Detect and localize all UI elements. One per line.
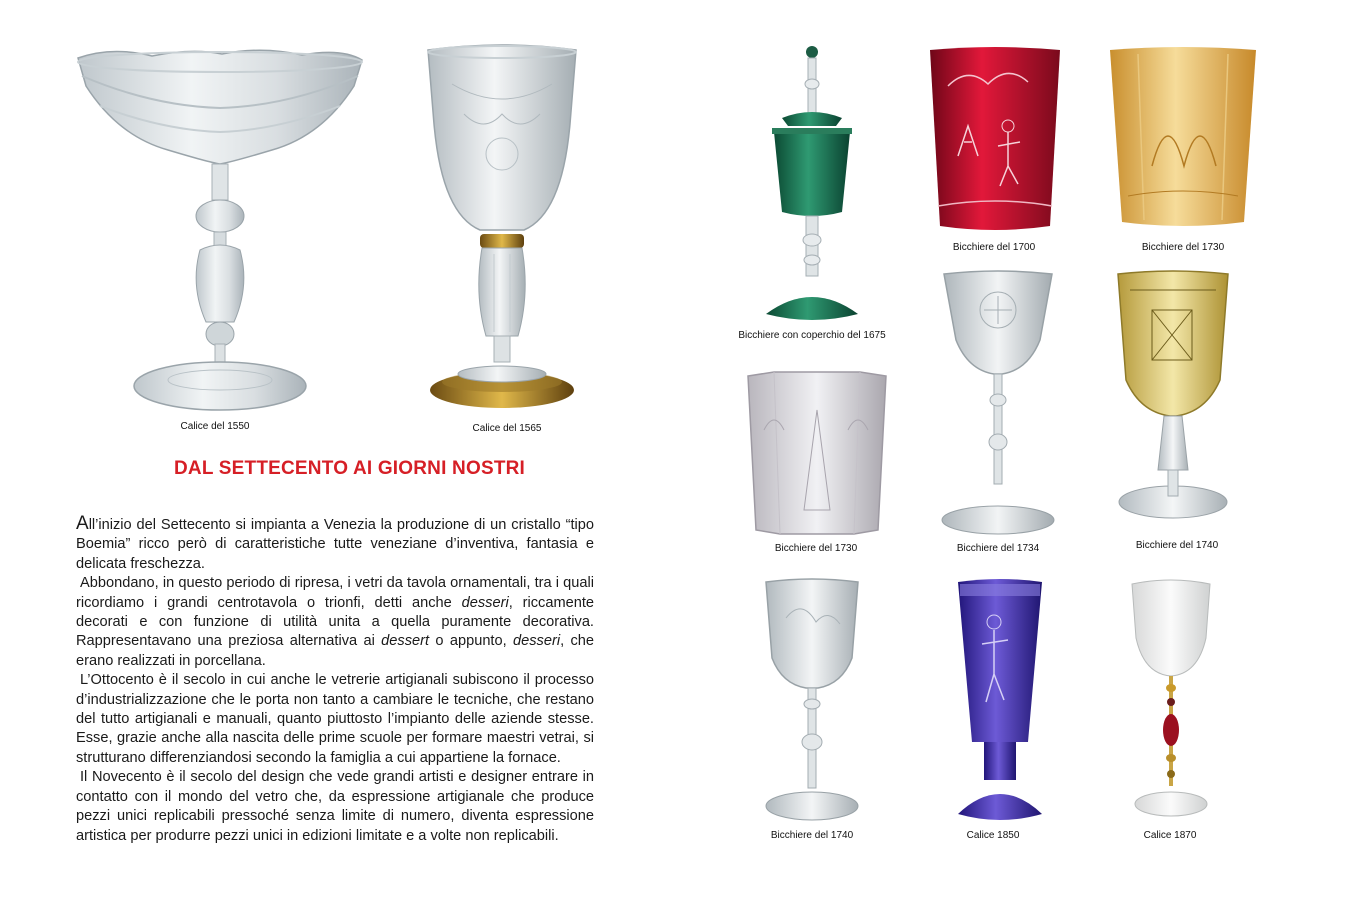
paragraph-4: Il Novecento è il secolo del design che vede grandi artisti e designer entrare in contatto con il mondo del vetro che, da espressione artigianale che produce pezzi unici replicabili pressoché senza limite di numero, diventa espressione artistica per produrre pezzi unici in edizioni limitate e a volte non replicabili. [76, 769, 594, 844]
caption-bicchiere-1730-clear: Bicchiere del 1730 [774, 543, 858, 554]
paragraph-1 [76, 514, 594, 574]
bicchiere-1740-gold-image [1116, 270, 1230, 532]
paragraph-2-em-3: desseri [513, 633, 561, 650]
paragraph-2-text-a: Abbondano, in questo periodo di ripresa, i vetri da tavola ornamentali, tra i quali ricordiamo i grandi centrotavola o trionfi, detti anche [76, 575, 594, 611]
caption-calice-1550: Calice del 1550 [180, 421, 250, 432]
paragraph-1-text: ll’inizio del Settecento si impianta a Venezia la produzione di un cristallo “tipo Boemia” ricco però di caratteristiche tutte veneziane d’inventiva, fantasia e delicata freschezza. [76, 517, 594, 572]
calice-1550-image [72, 46, 368, 416]
body-text [76, 514, 594, 846]
caption-bicchiere-1740-clear: Bicchiere del 1740 [770, 830, 854, 841]
paragraph-2-em-1: desseri [461, 594, 509, 611]
caption-calice-1850: Calice 1850 [966, 830, 1020, 841]
caption-coperchio-1675: Bicchiere con coperchio del 1675 [738, 330, 886, 341]
bicchiere-1740-clear-image [762, 578, 862, 824]
paragraph-2-text-b: , riccamente decorati e con funzione di utilità unita a quella puramente decorativa. Rappresentavano una preziosa alternativa ai [76, 594, 595, 650]
bicchiere-1730-amber-image [1108, 46, 1258, 228]
caption-calice-1565: Calice del 1565 [472, 423, 542, 434]
paragraph-2-text-d: , che erano realizzati in porcellana. [76, 633, 594, 669]
bicchiere-coperchio-1675-image [762, 44, 862, 322]
paragraph-2 [76, 574, 594, 671]
bicchiere-1730-clear-image [744, 370, 890, 536]
caption-bicchiere-1734: Bicchiere del 1734 [956, 543, 1040, 554]
caption-bicchiere-1730-amber: Bicchiere del 1730 [1141, 242, 1225, 253]
calice-1850-image [954, 578, 1046, 824]
caption-calice-1870: Calice 1870 [1143, 830, 1197, 841]
paragraph-3: L’Ottocento è il secolo in cui anche le vetrerie artigianali subiscono il processo d’industrializzazione che le porta non tanto a cambiare le tecniche, che restano del tutto artigianali e manuali, quanto piuttosto l’impianto delle aziende stesse. Esse, grazie anche alla nascita delle prime scuole per formare maestri vetrai, si strutturano differenziandosi secondo la famiglia a cui appartiene la fornace. [76, 672, 594, 766]
caption-bicchiere-1740-gold: Bicchiere del 1740 [1135, 540, 1219, 551]
calice-1565-image [424, 44, 580, 412]
calice-1870-image [1126, 578, 1216, 824]
caption-bicchiere-1700: Bicchiere del 1700 [952, 242, 1036, 253]
paragraph-2-text-c: o appunto, [429, 633, 514, 650]
bicchiere-1700-image [928, 46, 1062, 234]
section-heading: DAL SETTECENTO AI GIORNI NOSTRI [174, 458, 526, 479]
paragraph-2-em-2: dessert [381, 633, 430, 650]
drop-cap: A [76, 513, 89, 534]
bicchiere-1734-image [940, 270, 1056, 538]
